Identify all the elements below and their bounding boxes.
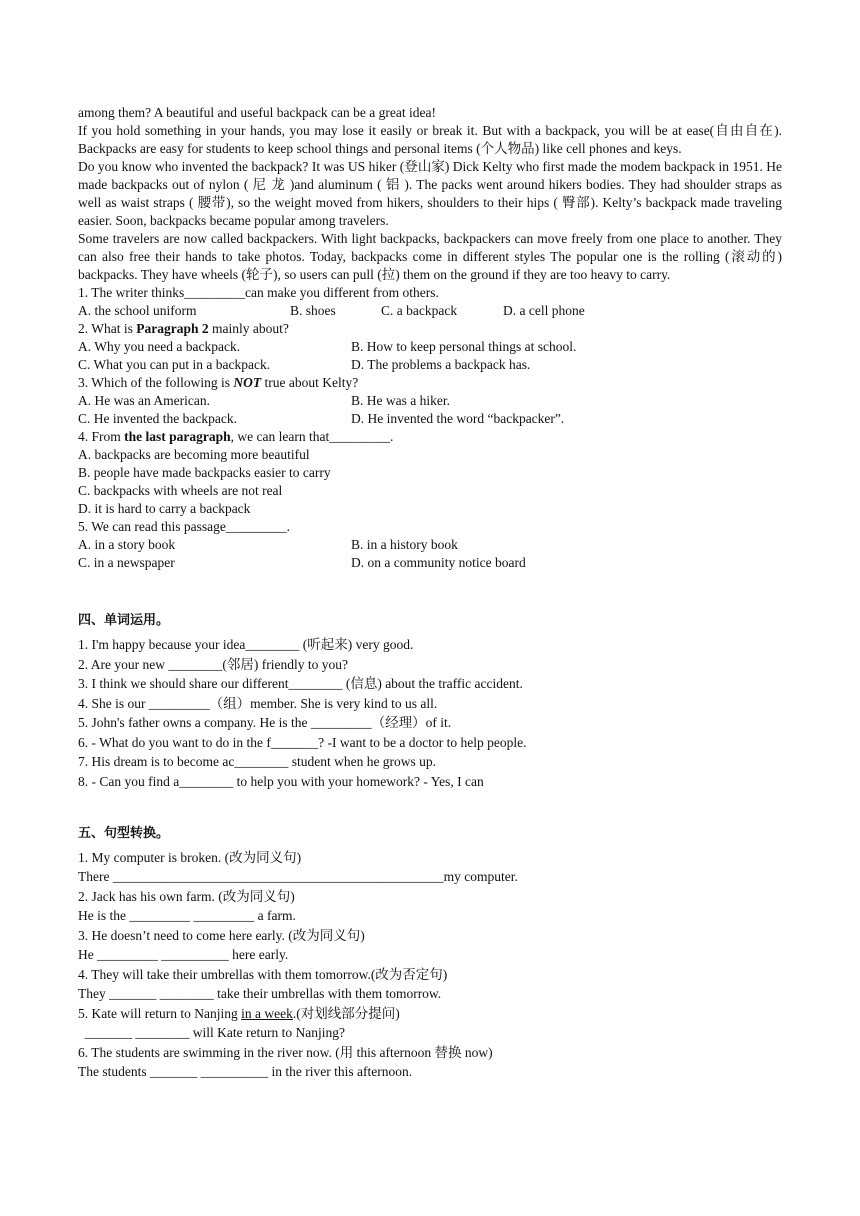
exercise-item: They _______ ________ take their umbrellas with them tomorrow. — [78, 986, 442, 1001]
section-heading: 四、单词运用。 — [78, 613, 170, 628]
option-b: B. shoes — [290, 303, 336, 318]
exercise-item: 2. Are your new ________(邻居) friendly to you? — [78, 656, 348, 672]
stem-text: , we can learn that_________. — [230, 429, 394, 444]
option-a: A. backpacks are becoming more beautiful — [78, 447, 310, 462]
stem-bold: the last paragraph — [124, 429, 231, 444]
exercise-item: 8. - Can you find a________ to help you with your homework? - Yes, I can — [78, 773, 484, 789]
exercise-item: _______ ________ will Kate return to Nanjing? — [78, 1025, 345, 1040]
worksheet-page — [78, 104, 782, 1083]
exercise-item: 2. Jack has his own farm. (改为同义句) — [78, 888, 295, 904]
question-stem: 1. The writer thinks_________can make you different from others. — [78, 285, 439, 300]
question-stem: 5. We can read this passage_________. — [78, 519, 290, 534]
exercise-item: 4. She is our _________（组）member. She is very kind to us all. — [78, 695, 438, 711]
question-stem — [78, 428, 782, 446]
item-text: .(对划线部分提问) — [292, 1005, 400, 1021]
option-b: B. people have made backpacks easier to carry — [78, 465, 331, 480]
exercise-item: 3. I think we should share our different________ (信息) about the traffic accident. — [78, 676, 523, 691]
question-stem — [78, 320, 782, 338]
stem-text: 4. From — [78, 429, 125, 444]
exercise-item: 3. He doesn’t need to come here early. (改为同义句) — [78, 927, 365, 943]
option-c: C. a backpack — [381, 303, 458, 318]
passage-paragraph: If you hold something in your hands, you may lose it easily or break it. But with a backpack, you will be at ease(自由自在). Backpacks are easy for students to keep school things and personal items (个人物品) like cell phones and keys. — [78, 123, 782, 156]
option-row — [78, 410, 782, 428]
stem-text: 3. Which of the following is — [78, 375, 234, 390]
exercise-item: 7. His dream is to become ac________ student when he grows up. — [78, 754, 437, 769]
option-d: D. He invented the word “backpacker”. — [351, 411, 565, 426]
passage-line: among them? A beautiful and useful backpack can be a great idea! — [78, 105, 436, 120]
exercise-item: 1. My computer is broken. (改为同义句) — [78, 849, 302, 865]
item-text: 5. Kate will return to Nanjing — [78, 1005, 242, 1021]
underlined-phrase: in a week — [241, 1005, 293, 1021]
option-d: D. it is hard to carry a backpack — [78, 501, 251, 516]
option-d: D. a cell phone — [503, 303, 585, 318]
stem-bold: Paragraph 2 — [136, 321, 209, 336]
exercise-item: 4. They will take their umbrellas with them tomorrow.(改为否定句) — [78, 966, 448, 982]
option-row — [78, 392, 782, 410]
section-heading: 五、句型转换。 — [78, 825, 170, 841]
option-c: C. backpacks with wheels are not real — [78, 483, 283, 498]
exercise-item: There _________________________________________________my computer. — [78, 869, 518, 884]
option-row — [78, 302, 782, 320]
option-row — [78, 554, 782, 572]
option-c: C. What you can put in a backpack. — [78, 357, 271, 372]
stem-text: 2. What is — [78, 321, 137, 336]
passage-paragraph: Do you know who invented the backpack? It was US hiker (登山家) Dick Kelty who first made the modem backpack in 1951. He made backpacks out of nylon ( 尼 龙 )and aluminum ( 铝 ). The packs went around hikers bodies. They had shoulder straps as well as waist straps ( 腰带), so the weight moved from hikers, shoulders to their hips ( 臀部). Kelty’s backpack made traveling easier. Soon, backpacks became popular among travelers. — [78, 159, 782, 228]
exercise-item: He is the _________ _________ a farm. — [78, 908, 296, 923]
option-b: B. How to keep personal things at school. — [351, 339, 577, 354]
option-c: C. He invented the backpack. — [78, 411, 237, 426]
option-a: A. the school uniform — [78, 303, 197, 318]
option-d: D. on a community notice board — [351, 555, 526, 570]
exercise-item: 6. - What do you want to do in the f_______? -I want to be a doctor to help people. — [78, 734, 527, 750]
exercise-item — [78, 1005, 782, 1023]
option-a: A. in a story book — [78, 537, 176, 552]
stem-bold-italic: NOT — [233, 375, 262, 390]
exercise-item: He _________ __________ here early. — [78, 947, 289, 962]
passage-paragraph: Some travelers are now called backpackers. With light backpacks, backpackers can move freely from one place to another. They can also free their hands to take photos. Today, backpacks come in different styles The popular one is the rolling (滚动的) backpacks. They have wheels (轮子), so users can pull (拉) them on the ground if they are too heavy to carry. — [78, 231, 782, 282]
exercise-item: 5. John's father owns a company. He is the _________（经理）of it. — [78, 715, 452, 730]
option-row — [78, 536, 782, 554]
option-a: A. Why you need a backpack. — [78, 339, 241, 354]
stem-text: mainly about? — [208, 321, 289, 336]
option-b: B. He was a hiker. — [351, 393, 450, 408]
exercise-item: 1. I'm happy because your idea________ (听起来) very good. — [78, 637, 414, 652]
option-c: C. in a newspaper — [78, 555, 175, 570]
question-stem — [78, 374, 782, 392]
option-row — [78, 338, 782, 356]
option-row — [78, 356, 782, 374]
option-d: D. The problems a backpack has. — [351, 357, 531, 372]
exercise-item: 6. The students are swimming in the river now. (用 this afternoon 替换 now) — [78, 1044, 493, 1060]
exercise-item: The students _______ __________ in the river this afternoon. — [78, 1064, 413, 1079]
stem-text: true about Kelty? — [261, 375, 359, 390]
option-b: B. in a history book — [351, 537, 458, 552]
option-a: A. He was an American. — [78, 393, 210, 408]
